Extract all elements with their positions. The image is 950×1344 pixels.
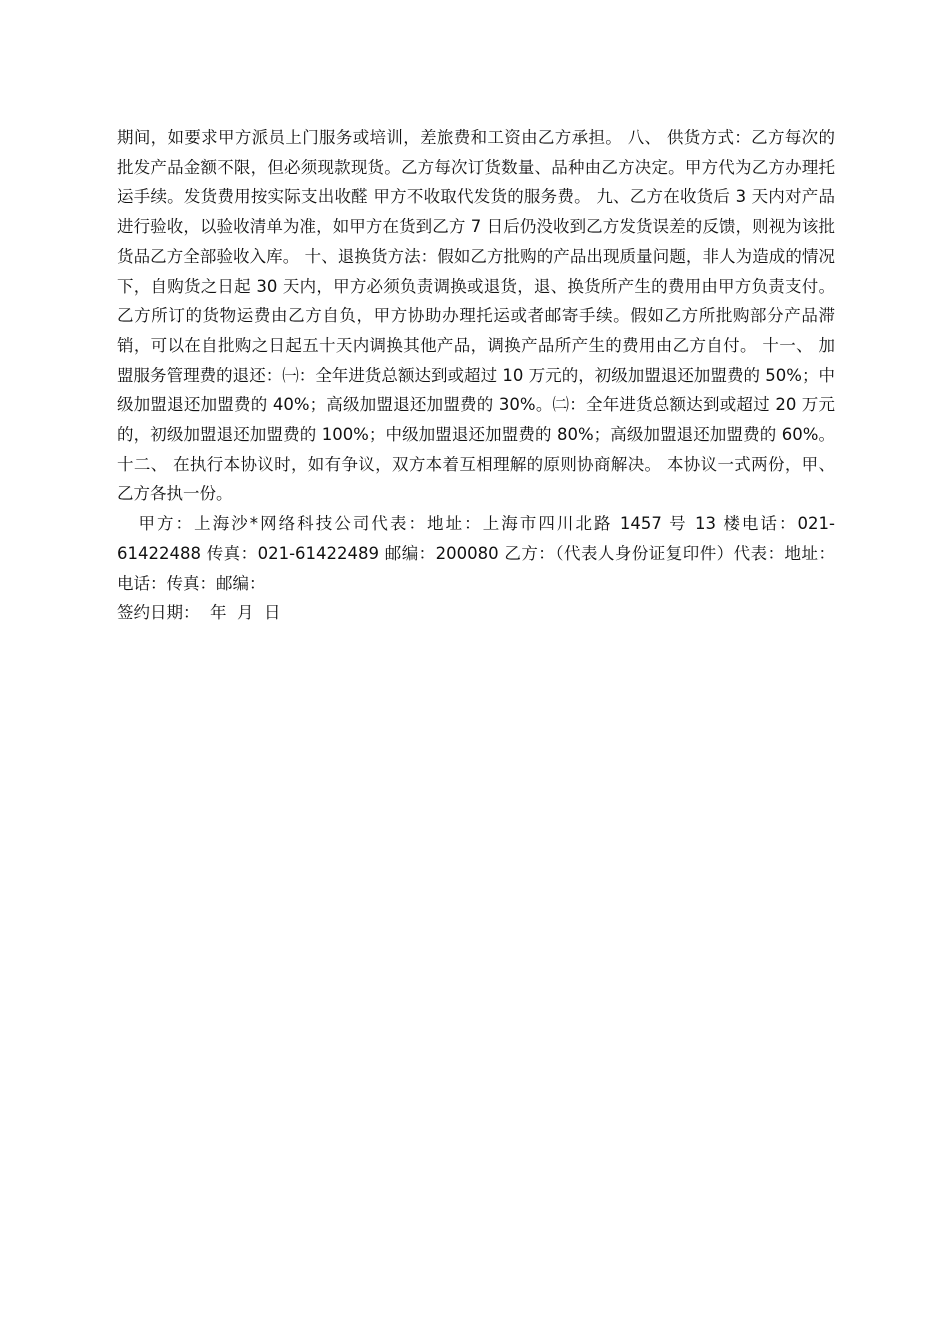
- signing-date-line: 签约日期： 年 月 日: [117, 603, 281, 623]
- agreement-body-paragraph: 期间，如要求甲方派员上门服务或培训，差旅费和工资由乙方承担。 八、 供货方式：乙方每次的批发产品金额不限，但必须现款现货。乙方每次订货数量、品种由乙方决定。甲方代为乙方办理托运手续。发货费用按实际支出收醛 甲方不收取代发货的服务费。 九、乙方在收货后 3 天内对产品进行验收，以验收清单为准，如甲方在货到乙方 7 日后仍没收到乙方发货误差的反馈，则视为该批货品乙方全部验收入库。 十、退换货方法：假如乙方批购的产品出现质量问题，非人为造成的情况下，自购货之日起 30 天内，甲方必须负责调换或退货，退、换货所产生的费用由甲方负责支付。乙方所订的货物运费由乙方自负，甲方协助办理托运或者邮寄手续。假如乙方所批购部分产品滞销，可以在自批购之日起五十天内调换其他产品，调换产品所产生的费用由乙方自付。 十一、 加盟服务管理费的退还：㈠：全年进货总额达到或超过 10 万元的，初级加盟退还加盟费的 50%；中级加盟退还加盟费的 40%；高级加盟退还加盟费的 30%。㈡：全年进货总额达到或超过 20 万元的，初级加盟退还加盟费的 100%；中级加盟退还加盟费的 80%；高级加盟退还加盟费的 60%。 十二、 在执行本协议时，如有争议，双方本着互相理解的原则协商解决。 本协议一式两份，甲、乙方各执一份。: [117, 128, 835, 504]
- document-page: [117, 123, 835, 628]
- party-info-paragraph: 甲方：上海沙*网络科技公司代表：地址：上海市四川北路 1457 号 13 楼电话：021-61422488 传真：021-61422489 邮编：200080 乙方：（代表人身份证复印件）代表：地址：电话：传真：邮编：: [117, 514, 835, 593]
